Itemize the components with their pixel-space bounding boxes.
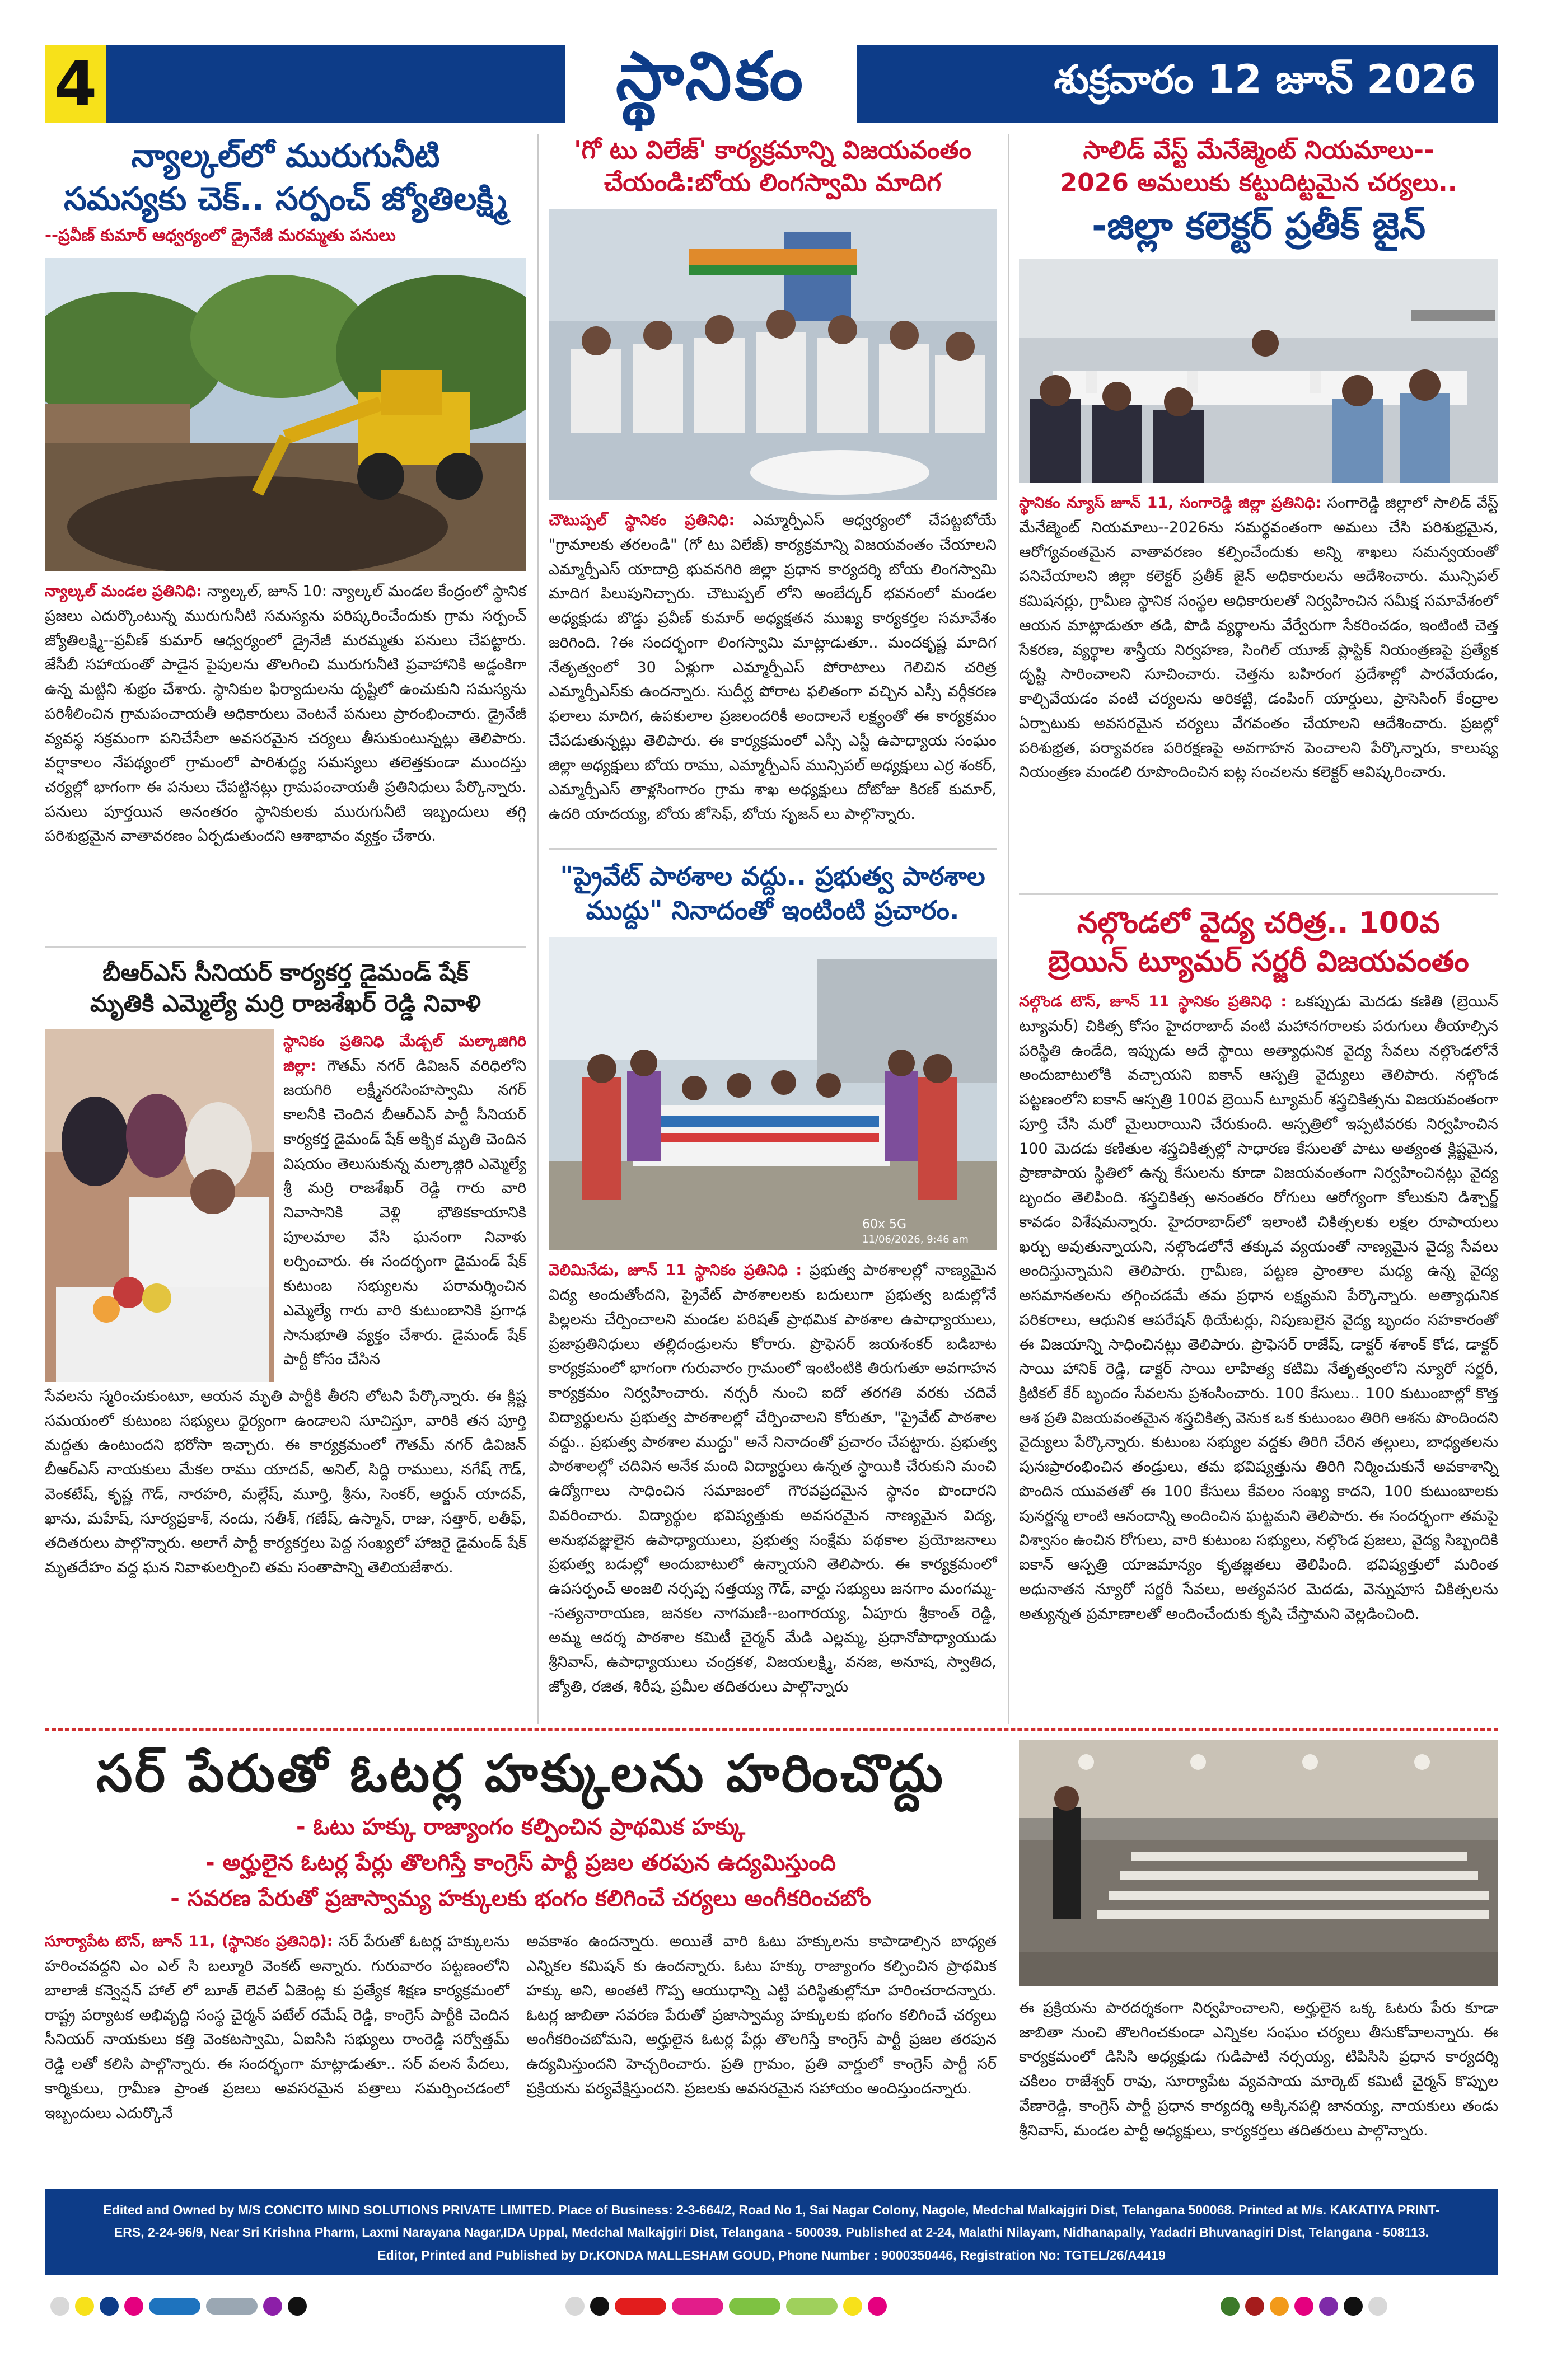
color-registration-bar [50,2295,307,2317]
photo-mla-tribute [45,1029,274,1382]
story-headline: ముద్దు" నినాదంతో ఇంటింటి ప్రచారం. [586,894,960,925]
photo-timestamp: 60x 5G [862,1217,907,1232]
story-body-side: స్థానికం ప్రతినిధి మేడ్చల్ మల్కాజిగిరి జిల్లా: గౌతమ్ నగర్ డివిజన్ వరిధిలోని జయగిరి లక్ష్మీనరసింహస్వామి నగర్ కాలనీకి చెందిన బీఆర్ఎస్ పార్టీ సీనియర్ కార్యకర్త డైమండ్ షేక్ అక్బిక మృతి చెందిన విషయం తెలుసుకున్న మల్కాజ్గిరి ఎమ్మెల్యే శ్రీ మర్రి రాజశేఖర్ రెడ్డి గారు వారి నివాసానికి వెళ్లి భౌతికకాయానికి పూలమాల వేసి ఘనంగా నివాళు లర్పించారు. ఈ సందర్భంగా డైమండ్ షేక్ కుటుంబ సభ్యులను పరామర్శించిన ఎమ్మెల్యే గారు వారి కుటుంబానికి ప్రగాఢ సానుభూతి వ్యక్తం చేశారు. డైమండ్ షేక్ పార్టీ కోసం చేసిన [283,1032,526,1369]
story-body: అవకాశం ఉందన్నారు. అయితే వారి ఓటు హక్కులను కాపాడాల్సిన బాధ్యత ఎన్నికల కమిషన్ కు ఉందన్నారు. ఓటు హక్కు రాజ్యాంగం కల్పించిన ప్రాథమిక హక్కు అని, అంతటి గొప్ప ఆయుధాన్ని ఎట్టి పరిస్థితుల్లోనూ హరించరాదన్నారు. ఓటర్ల జాబితా సవరణ పేరుతో ప్రజాస్వామ్య హక్కులకు భంగం కలిగించే చర్యలు అంగీకరించబోమని, అర్హులైన ఓటర్ల పేర్లు తొలగిస్తే కాంగ్రెస్ పార్టీ ప్రజల తరపున ఉద్యమిస్తుందని హెచ్చరించారు. ప్రతి గ్రామం, ప్రతి వార్డులో కాంగ్రెస్ పార్టీ సర్ ప్రక్రియను పర్యవేక్షిస్తుందని. ప్రజలకు అవసరమైన సహాయం అందిస్తుందన్నారు. [526,1933,997,2097]
color-swatch [263,2297,282,2316]
color-swatch [50,2297,69,2316]
story-body: ఈ ప్రక్రియను పారదర్శకంగా నిర్వహించాలని, అర్హులైన ఒక్క ఓటరు పేరు కూడా జాబితా నుంచి తొలగించకుండా ఎన్నికల సంఘం చర్యలు తీసుకోవాలన్నారు. ఈ కార్యక్రమంలో డిసిసి అధ్యక్షుడు గుడిపాటి నర్సయ్య, టిపిసిసి ప్రధాన కార్యదర్శి చకిలం రాజేశ్వర్ రావు, సూర్యాపేట వ్యవసాయ మార్కెట్ కమిటీ చైర్మన్ కొప్పుల వేణారెడ్డి, కాంగ్రెస్ పార్టీ ప్రధాన కార్యదర్శి అక్కినపల్లి జానయ్య, నాయకులు తండు శ్రీనివాస్, మండల పార్టీ అధ్యక్షులు, కార్యకర్తలు తదితరులు పాల్గొన్నారు. [1019,1999,1498,2139]
story-divider [1019,893,1498,895]
story-headline: నల్గొండలో వైద్య చరిత్ర.. 100వ [1077,906,1441,940]
photo-jcb-drainage [45,258,526,571]
story-subhead: - సవరణ పేరుతో ప్రజాస్వామ్య హక్కులకు భంగం కలిగించే చర్యలు అంగీకరించబోం [170,1886,871,1912]
paper-logo: స్థానికం [565,45,857,123]
story-headline: బీఆర్ఎస్ సీనియర్ కార్యకర్త డైమండ్ షేక్ [102,959,469,986]
column-divider [1008,134,1009,1724]
color-swatch [1294,2297,1313,2316]
color-swatch [1368,2297,1387,2316]
story-body: న్యాల్కల్ మండల ప్రతినిధి: న్యాల్కల్, జూన్ 10: న్యాల్కల్ మండల కేంద్రంలో స్థానిక ప్రజలు ఎదుర్కొంటున్న మురుగునీటి సమస్యను పరిష్కరించేందుకు గ్రామ సర్పంచ్ జ్యోతిలక్ష్మి--ప్రవీణ్ కుమార్ ఆధ్వర్యంలో డ్రైనేజీ మరమ్మతు పనులు చేపట్టారు. జేసీబీ సహాయంతో పాడైన పైపులను తొలగించి మురుగునీటి ప్రవాహానికి అడ్డంకిగా ఉన్న మట్టిని శుభ్రం చేశారు. స్థానికుల ఫిర్యాదులను దృష్టిలో ఉంచుకుని సమస్యను పరిశీలించిన గ్రామపంచాయతీ అధికారులు వెంటనే పనులు ప్రారంభించారు. డ్రైనేజీ వ్యవస్థ సక్రమంగా పనిచేసేలా అవసరమైన చర్యలు తీసుకుంటున్నట్లు తెలిపారు. వర్షాకాలం నేపథ్యంలో గ్రామంలో పారిశుద్ధ్య సమస్యలు తలెత్తకుండా ముందస్తు చర్యల్లో భాగంగా ఈ పనులు చేపట్టినట్లు గ్రామపంచాయతీ ప్రతినిధులు పేర్కొన్నారు. పనులు పూర్తయిన అనంతరం స్థానికులకు మురుగునీటి ఇబ్బందులు తగ్గి పరిశుభ్రమైన వాతావరణం ఏర్పడుతుందని ఆశాభావం వ్యక్తం చేశారు. [45,583,526,845]
story-body: స్థానికం న్యూస్ జూన్ 11, సంగారెడ్డి జిల్లా ప్రతినిధి: సంగారెడ్డి జిల్లాలో సాలిడ్ వేస్ట్ మేనేజ్మెంట్ నియమాలు--2026ను సమర్థవంతంగా అమలు చేసి పరిశుభ్రమైన, ఆరోగ్యవంతమైన వాతావరణం కల్పించేందుకు అన్ని శాఖలు సమన్వయంతో పనిచేయాలని జిల్లా కలెక్టర్ ప్రతీక్ జైన్ అధికారులను ఆదేశించారు. మున్సిపల్ కమిషనర్లు, గ్రామీణ స్థానిక సంస్థల అధికారులతో నిర్వహించిన సమీక్ష సమావేశంలో ఆయన మాట్లాడుతూ తడి, పొడి వ్యర్థాలను వేర్వేరుగా సేకరించడం, ఇంటింటి చెత్త సేకరణ, వ్యర్థాల శాస్త్రీయ నిర్వహణ, సింగిల్ యూజ్ ప్లాస్టిక్ నియంత్రణపై ప్రత్యేక దృష్టి సారించాలని సూచించారు. చెత్తను బహిరంగ ప్రదేశాల్లో పారవేయడం, కాల్చివేయడం వంటి చర్యలను అరికట్టి, డంపింగ్ యార్డులు, ప్రాసెసింగ్ కేంద్రాల ఏర్పాటుకు అవసరమైన చర్యలు వేగవంతం చేయాలని ఆదేశించారు. ప్రజల్లో పరిశుభ్రత, పర్యావరణ పరిరక్షణపై అవగాహన పెంచాలని పేర్కొన్నారు, కాలుష్య నియంత్రణ మండలి రూపొందించిన ఐట్ల సంచలను కలెక్టర్ ఆవిష్కరించారు. [1019,494,1498,781]
story-headline: బ్రెయిన్ ట్యూమర్ సర్జరీ విజయవంతం [1048,944,1469,978]
story-dateline: న్యాల్కల్ మండల ప్రతినిధి: [45,583,202,601]
masthead [45,37,1498,123]
photo-convention-hall [1019,1740,1498,1986]
color-registration-bar [1221,2295,1387,2317]
masthead-bar [106,37,1498,123]
story-go-to-village [549,134,997,827]
color-swatch [590,2297,609,2316]
story-divider [45,946,526,948]
story-subhead: - ఓటు హక్కు రాజ్యాంగం కల్పించిన ప్రాథమిక హక్కు [296,1814,745,1840]
color-swatch [100,2297,119,2316]
color-swatch [615,2298,666,2315]
color-swatch [729,2298,780,2315]
imprint-footer [45,2189,1498,2275]
story-govt-school [549,859,997,1699]
story-dateline: నల్గొండ టౌన్, జూన్ 11 స్థానికం ప్రతినిధి : [1019,993,1287,1011]
color-swatch [565,2297,585,2316]
color-swatch [672,2298,723,2315]
color-swatch [149,2298,200,2315]
story-headline: 'గో టు విలేజ్' కార్యక్రమాన్ని విజయవంతం [574,136,971,165]
section-divider [45,1728,1498,1731]
photo-timestamp: 11/06/2026, 9:46 am [862,1234,969,1246]
color-swatch [124,2297,143,2316]
story-divider [549,848,997,850]
story-body: సేవలను స్మరించుకుంటూ, ఆయన మృతి పార్టీకి తీరని లోటని పేర్కొన్నారు. ఈ క్లిష్ట సమయంలో కుటుంబ సభ్యులు ధైర్యంగా ఉండాలని సూచిస్తూ, వారికి తన పూర్తి మద్దతు ఉంటుందని భరోసా ఇచ్చారు. ఈ కార్యక్రమంలో గౌతమ్ నగర్ డివిజన్ బీఆర్ఎస్ నాయకులు మేకల రాము యాదవ్, అనిల్, సిద్ది రాములు, నగేష్ గౌడ్, వెంకటేష్, కృష్ణ గౌడ్, నారహరి, మల్లేష్, మూర్తి, శ్రీను, సెంకర్, అర్జున్ యాదవ్, ఖాను, మహేష్, సూర్యప్రకాశ్, నందు, సతీశ్, గణేష్, ఉస్మాన్, రాజు, సత్తార్, లతీఫ్, తదితరులు పాల్గొన్నారు. అలాగే పార్టీ కార్యకర్తలు పెద్ద సంఖ్యలో హాజరై డైమండ్ షేక్ మృతదేహం వద్ద ఘన నివాళులర్పించి తమ సంతాపాన్ని తెలియజేశారు. [45,1387,526,1577]
story-diamond-shaikh [45,957,526,1580]
color-swatch [843,2297,862,2316]
issue-date: శుక్రవారం 12 జూన్ 2026 [1054,56,1476,102]
story-subhead: - అర్హులైన ఓటర్ల పేర్లు తొలగిస్తే కాంగ్రెస్ పార్టీ ప్రజల తరపున ఉద్యమిస్తుంది [205,1850,836,1876]
story-brain-tumor [1019,904,1498,1626]
story-nyalkal [45,134,526,849]
imprint-line: Edited and Owned by M/S CONCITO MIND SOLUTIONS PRIVATE LIMITED. Place of Business: 2-3-664/2, Road No 1, Sai Nagar Colony, Nagole, Medchal Malkajgiri Dist, Telangana 500068. Printed at M/s. KAKATIYA PRINT- [103,2203,1440,2217]
color-swatch [75,2297,94,2316]
color-swatch [1270,2297,1289,2316]
story-dateline: వెలిమినేడు, జూన్ 11 స్థానికం ప్రతినిధి : [549,1262,802,1280]
story-headline: సర్ పేరుతో ఓటర్ల హక్కులను హరించొద్దు [96,1744,945,1803]
story-body: సూర్యాపేట టౌన్, జూన్ 11, (స్థానికం ప్రతినిధి): సర్ పేరుతో ఓటర్ల హక్కులను హరించవద్దని ఎం ఎల్ సి బల్మూరి వెంకట్ అన్నారు. గురువారం పట్టణంలోని బాలాజీ కన్వెన్షన్ హాల్ లో బూత్ లెవల్ ఏజెంట్ల కు ప్రత్యేక శిక్షణ కార్యక్రమంలో రాష్ట్ర పర్యాటక అభివృద్ధి సంస్థ చైర్మన్ పటేల్ రమేష్ రెడ్డి, కాంగ్రెస్ పార్టీకి చెందిన సీనియర్ నాయకులు కత్తి వెంకటస్వామి, ఏఐసిసి సభ్యులు రాంరెడ్డి సర్వోత్తమ్ రెడ్డి లతో కలిసి పాల్గొన్నారు. ఈ సందర్భంగా మాట్లాడుతూ.. సర్ వలన పేదలు, కార్మికులు, గ్రామీణ ప్రాంత ప్రజలు అవసరమైన పత్రాలు సమర్పించడంలో ఇబ్బందులు ఎదుర్కొనే [45,1933,509,2122]
photo-mrps-meeting [549,209,997,500]
imprint-line: Editor, Printed and Published by Dr.KONDA MALLESHAM GOUD, Phone Number : 9000350446, Registration No: TGTEL/26/A4419 [377,2247,1166,2262]
color-swatch [786,2298,838,2315]
story-dateline: స్థానికం ప్రతినిధి మేడ్చల్ మల్కాజిగిరి జిల్లా: [283,1032,526,1075]
story-headline: న్యాల్కల్‌లో మురుగునీటి [131,137,440,175]
imprint-line: ERS, 2-24-96/9, Near Sri Krishna Pharm, Laxmi Narayana Nagar,IDA Uppal, Medchal Malkajgiri Dist, Telangana - 500039. Published at 2-24, Malathi Nilayam, Nidhanapally, Yadadri Bhuvanagiri Dist, Telangana - 508113. [114,2225,1429,2240]
story-sir-voter-rights [45,1740,997,2125]
story-headline: సాలిడ్ వేస్ట్ మేనేజ్మెంట్ నియమాలు-- [1083,136,1434,165]
column-divider [537,134,539,1724]
story-headline: సమస్యకు చెక్.. సర్పంచ్ జ్యోతిలక్ష్మి [64,179,507,218]
page-number: 4 [45,45,106,123]
story-sir-voter-rights-col3 [1019,1740,1498,2143]
story-headline-collector: -జిల్లా కలెక్టర్ ప్రతీక్ జైన్ [1091,204,1426,248]
story-headline: "ప్రైవేట్ పాఠశాల వద్దు.. ప్రభుత్వ పాఠశాల [560,861,985,891]
photo-collector-meeting [1019,259,1498,483]
story-body: నల్గొండ టౌన్, జూన్ 11 స్థానికం ప్రతినిధి : ఒకప్పుడు మెదడు కణితి (బ్రెయిన్ ట్యూమర్) చికిత్స కోసం హైదరాబాద్ వంటి మహానగరాలకు పరుగులు తీయాల్సిన పరిస్థితి ఉండేది, ఇప్పుడు అదే స్థాయి అత్యాధునిక వైద్య సేవలు నల్గొండలోనే అందుబాటులోకి వచ్చాయని ఐకాన్ ఆస్పత్రి వైద్యులు తెలిపారు. నల్గొండ పట్టణంలోని ఐకాన్ ఆస్పత్రి 100వ బ్రెయిన్ ట్యూమర్ శస్త్రచికిత్సను విజయవంతంగా పూర్తి చేసి మరో మైలురాయిని చేరుకుంది. ఆస్పత్రిలో ఇప్పటివరకు నిర్వహించిన 100 మెదడు కణితుల శస్త్రచికిత్సల్లో సాధారణ కేసులతో పాటు అత్యంత క్లిష్టమైన, ప్రాణాపాయ స్థితిలో ఉన్న కేసులను కూడా విజయవంతంగా నిర్వహించినట్లు వైద్య బృందం తెలిపింది. శస్త్రచికిత్స అనంతరం రోగులు ఆరోగ్యంగా కోలుకుని డిశ్చార్జ్ కావడం విశేషమన్నారు. హైదరాబాద్‌లో ఇలాంటి చికిత్సలకు లక్షల రూపాయలు ఖర్చు అవుతున్నాయని, నల్గొండలోనే తక్కువ వ్యయంతో నాణ్యమైన వైద్య సేవలు అందిస్తున్నామని తెలిపారు. గ్రామీణ, పట్టణ ప్రాంతాల మధ్య ఉన్న వైద్య అసమానతలను తగ్గించడమే తమ ప్రధాన లక్ష్యమని పేర్కొన్నారు. అత్యాధునిక పరికరాలు, ఆధునిక ఆపరేషన్ థియేటర్లు, నిపుణులైన వైద్య బృందం సహకారంతో ఈ విజయాన్ని సాధించినట్లు తెలిపారు. ప్రొఫెసర్ రాజేష్, డాక్టర్ శశాంక్ కోడ, డాక్టర్ సాయి హానిక్ రెడ్డి, డాక్టర్ సాయి లాహిత్య కటిమి నేతృత్వంలోని న్యూరో సర్జరీ, క్రిటికల్ కేర్ బృందం సేవలను ప్రశంసించారు. 100 కేసులు.. 100 కుటుంబాల్లో కొత్త ఆశ ప్రతి విజయవంతమైన శస్త్రచికిత్స వెనుక ఒక కుటుంబం తిరిగి ఆశను పొందిందని వైద్యులు పేర్కొన్నారు. కుటుంబ సభ్యుల వద్దకు తిరిగి చేరిన తల్లులు, బాధ్యతలను పునఃప్రారంభించిన తండ్రులు, తమ భవిష్యత్తును తిరిగి నిర్మించుకునే అవకాశాన్ని పొందిన యువతతో ఈ 100 కేసులు కేవలం సంఖ్య కాదని, 100 కుటుంబాలకు పునర్జన్మ లాంటి ఆనందాన్ని అందించిన ఘట్టమని తెలిపారు. ఈ సందర్భంగా తమపై విశ్వాసం ఉంచిన రోగులు, వారి కుటుంబ సభ్యులు, నల్గొండ ప్రజలు, వైద్య సిబ్బందికి ఐకాన్ ఆస్పత్రి యాజమాన్యం కృతజ్ఞతలు తెలిపింది. భవిష్యత్తులో మరింత అధునాతన న్యూరో సర్జరీ సేవలు, అత్యవసర మెదడు, వెన్నుపూస చికిత్సలను అత్యున్నత ప్రమాణాలతో అందించేందుకు కృషి చేస్తామని వెల్లడించింది. [1019,993,1499,1623]
story-headline: చేయండి:బోయ లింగస్వామి మాదిగ [604,168,941,198]
story-headline: మృతికి ఎమ్మెల్యే మర్రి రాజశేఖర్ రెడ్డి నివాళి [90,990,481,1018]
color-swatch [1319,2297,1338,2316]
color-swatch [1245,2297,1264,2316]
color-swatch [1344,2297,1363,2316]
story-subhead: --ప్రవీణ్ కుమార్ ఆధ్వర్యంలో డ్రైనేజీ మరమ్మతు పనులు [45,226,396,245]
story-solid-waste [1019,134,1498,785]
story-dateline: స్థానికం న్యూస్ జూన్ 11, సంగారెడ్డి జిల్లా ప్రతినిధి: [1019,494,1322,512]
color-swatch [868,2297,887,2316]
color-swatch [288,2297,307,2316]
story-body: చౌటుప్పల్ స్థానికం ప్రతినిధి: ఎమ్మార్పీఎస్ ఆధ్వర్యంలో చేపట్టబోయే "గ్రామాలకు తరలండి" (గో టు విలేజ్) కార్యక్రమాన్ని విజయవంతం చేయాలని ఎమ్మార్పీఎస్ యాదాద్రి భువనగిరి జిల్లా ప్రధాన కార్యదర్శి బోయ లింగస్వామి మాదిగ పిలుపునిచ్చారు. చౌటుప్పల్ లోని అంబేద్కర్ భవనంలో మండల అధ్యక్షుడు బొడ్డు ప్రవీణ్ కుమార్ అధ్యక్షతన ముఖ్య కార్యకర్తల సమావేశం జరిగింది. ?ఈ సందర్భంగా లింగస్వామి మాట్లాడుతూ.. మందకృష్ణ మాదిగ నేతృత్వంలో 30 ఏళ్లుగా ఎమ్మార్పీఎస్ పోరాటాలు గెలిచిన చరిత్ర ఎమ్మార్పీఎస్‌కు ఉందన్నారు. సుదీర్ఘ పోరాట ఫలితంగా వచ్చిన ఎస్సీ వర్గీకరణ ఫలాలు మాదిగ, ఉపకులాల ప్రజలందరికీ అందాలనే లక్ష్యంతో ఈ కార్యక్రమం చేపడుతున్నట్లు తెలిపారు. ఈ కార్యక్రమంలో ఎస్సీ ఎస్టీ ఉపాధ్యాయ సంఘం జిల్లా అధ్యక్షులు బోయ రాము, ఎమ్మార్పీఎస్ మున్సిపల్ అధ్యక్షులు ఎర్ర శంకర్, ఎమ్మార్పీఎస్ తాళ్లసింగారం గ్రామ శాఖ అధ్యక్షులు దోటోజు కిరణ్ కుమార్, ఉదరి యాదయ్య, బోయ జోసెఫ్, బోయ సృజన్ లు పాల్గొన్నారు. [549,512,997,823]
story-dateline: సూర్యాపేట టౌన్, జూన్ 11, (స్థానికం ప్రతినిధి): [45,1933,333,1951]
color-swatch [1221,2297,1240,2316]
story-headline: 2026 అమలుకు కట్టుదిట్టమైన చర్యలు.. [1060,168,1457,198]
story-dateline: చౌటుప్పల్ స్థానికం ప్రతినిధి: [549,512,735,530]
color-registration-bar [565,2295,887,2317]
color-swatch [206,2298,258,2315]
story-body: వెలిమినేడు, జూన్ 11 స్థానికం ప్రతినిధి : ప్రభుత్వ పాఠశాలల్లో నాణ్యమైన విద్య అందుతోందని, ప్రైవేట్ పాఠశాలలకు బదులుగా ప్రభుత్వ బడుల్లోనే పిల్లలను చేర్పించాలని మండల పరిషత్ ప్రాథమిక పాఠశాల ఉపాధ్యాయులు, ప్రజాప్రతినిధులు తల్లిదండ్రులను కోరారు. ప్రొఫెసర్ జయశంకర్ బడిబాట కార్యక్రమంలో భాగంగా గురువారం గ్రామంలో ఇంటింటికి తిరుగుతూ అవగాహన కార్యక్రమం నిర్వహించారు. నర్సరీ నుంచి ఐదో తరగతి వరకు చదివే విద్యార్థులను ప్రభుత్వ పాఠశాలల్లో చేర్పించాలని కోరుతూ, "ప్రైవేట్ పాఠశాల వద్దు.. ప్రభుత్వ పాఠశాల ముద్దు" అనే నినాదంతో ప్రచారం చేపట్టారు. ప్రభుత్వ పాఠశాలల్లో చదివిన అనేక మంది విద్యార్థులు ఉన్నత స్థాయికి చేరుకుని మంచి ఉద్యోగాలు సాధించిన సమాజంలో గౌరవప్రదమైన స్థానం పొందారని వివరించారు. విద్యార్థుల భవిష్యత్తుకు అవసరమైన నాణ్యమైన విద్య, అనుభవజ్ఞులైన ఉపాధ్యాయులు, ప్రభుత్వ సంక్షేమ పథకాల ప్రయోజనాలు ప్రభుత్వ బడుల్లో అందుబాటులో ఉన్నాయని తెలిపారు. ఈ కార్యక్రమంలో ఉపసర్పంచ్ అంజలి నర్సప్ప సత్తయ్య గౌడ్, వార్డు సభ్యులు జనగాం మంగమ్మ--సత్యనారాయణ, జనకల నాగమణి--బంగారయ్య, ఏపూరు శ్రీకాంత్ రెడ్డి, అమ్మ ఆదర్శ పాఠశాల కమిటీ చైర్మన్ మేడి ఎల్లమ్మ, ప్రధానోపాధ్యాయుడు శ్రీనివాస్, ఉపాధ్యాయులు చంద్రకళ, విజయలక్ష్మి, వనజ, అనూష, స్వాతిద, జ్యోతి, రజిత, శిరీష, ప్రమీల తదితరులు పాల్గొన్నారు [549,1262,997,1695]
photo-school-campaign [549,937,997,1250]
